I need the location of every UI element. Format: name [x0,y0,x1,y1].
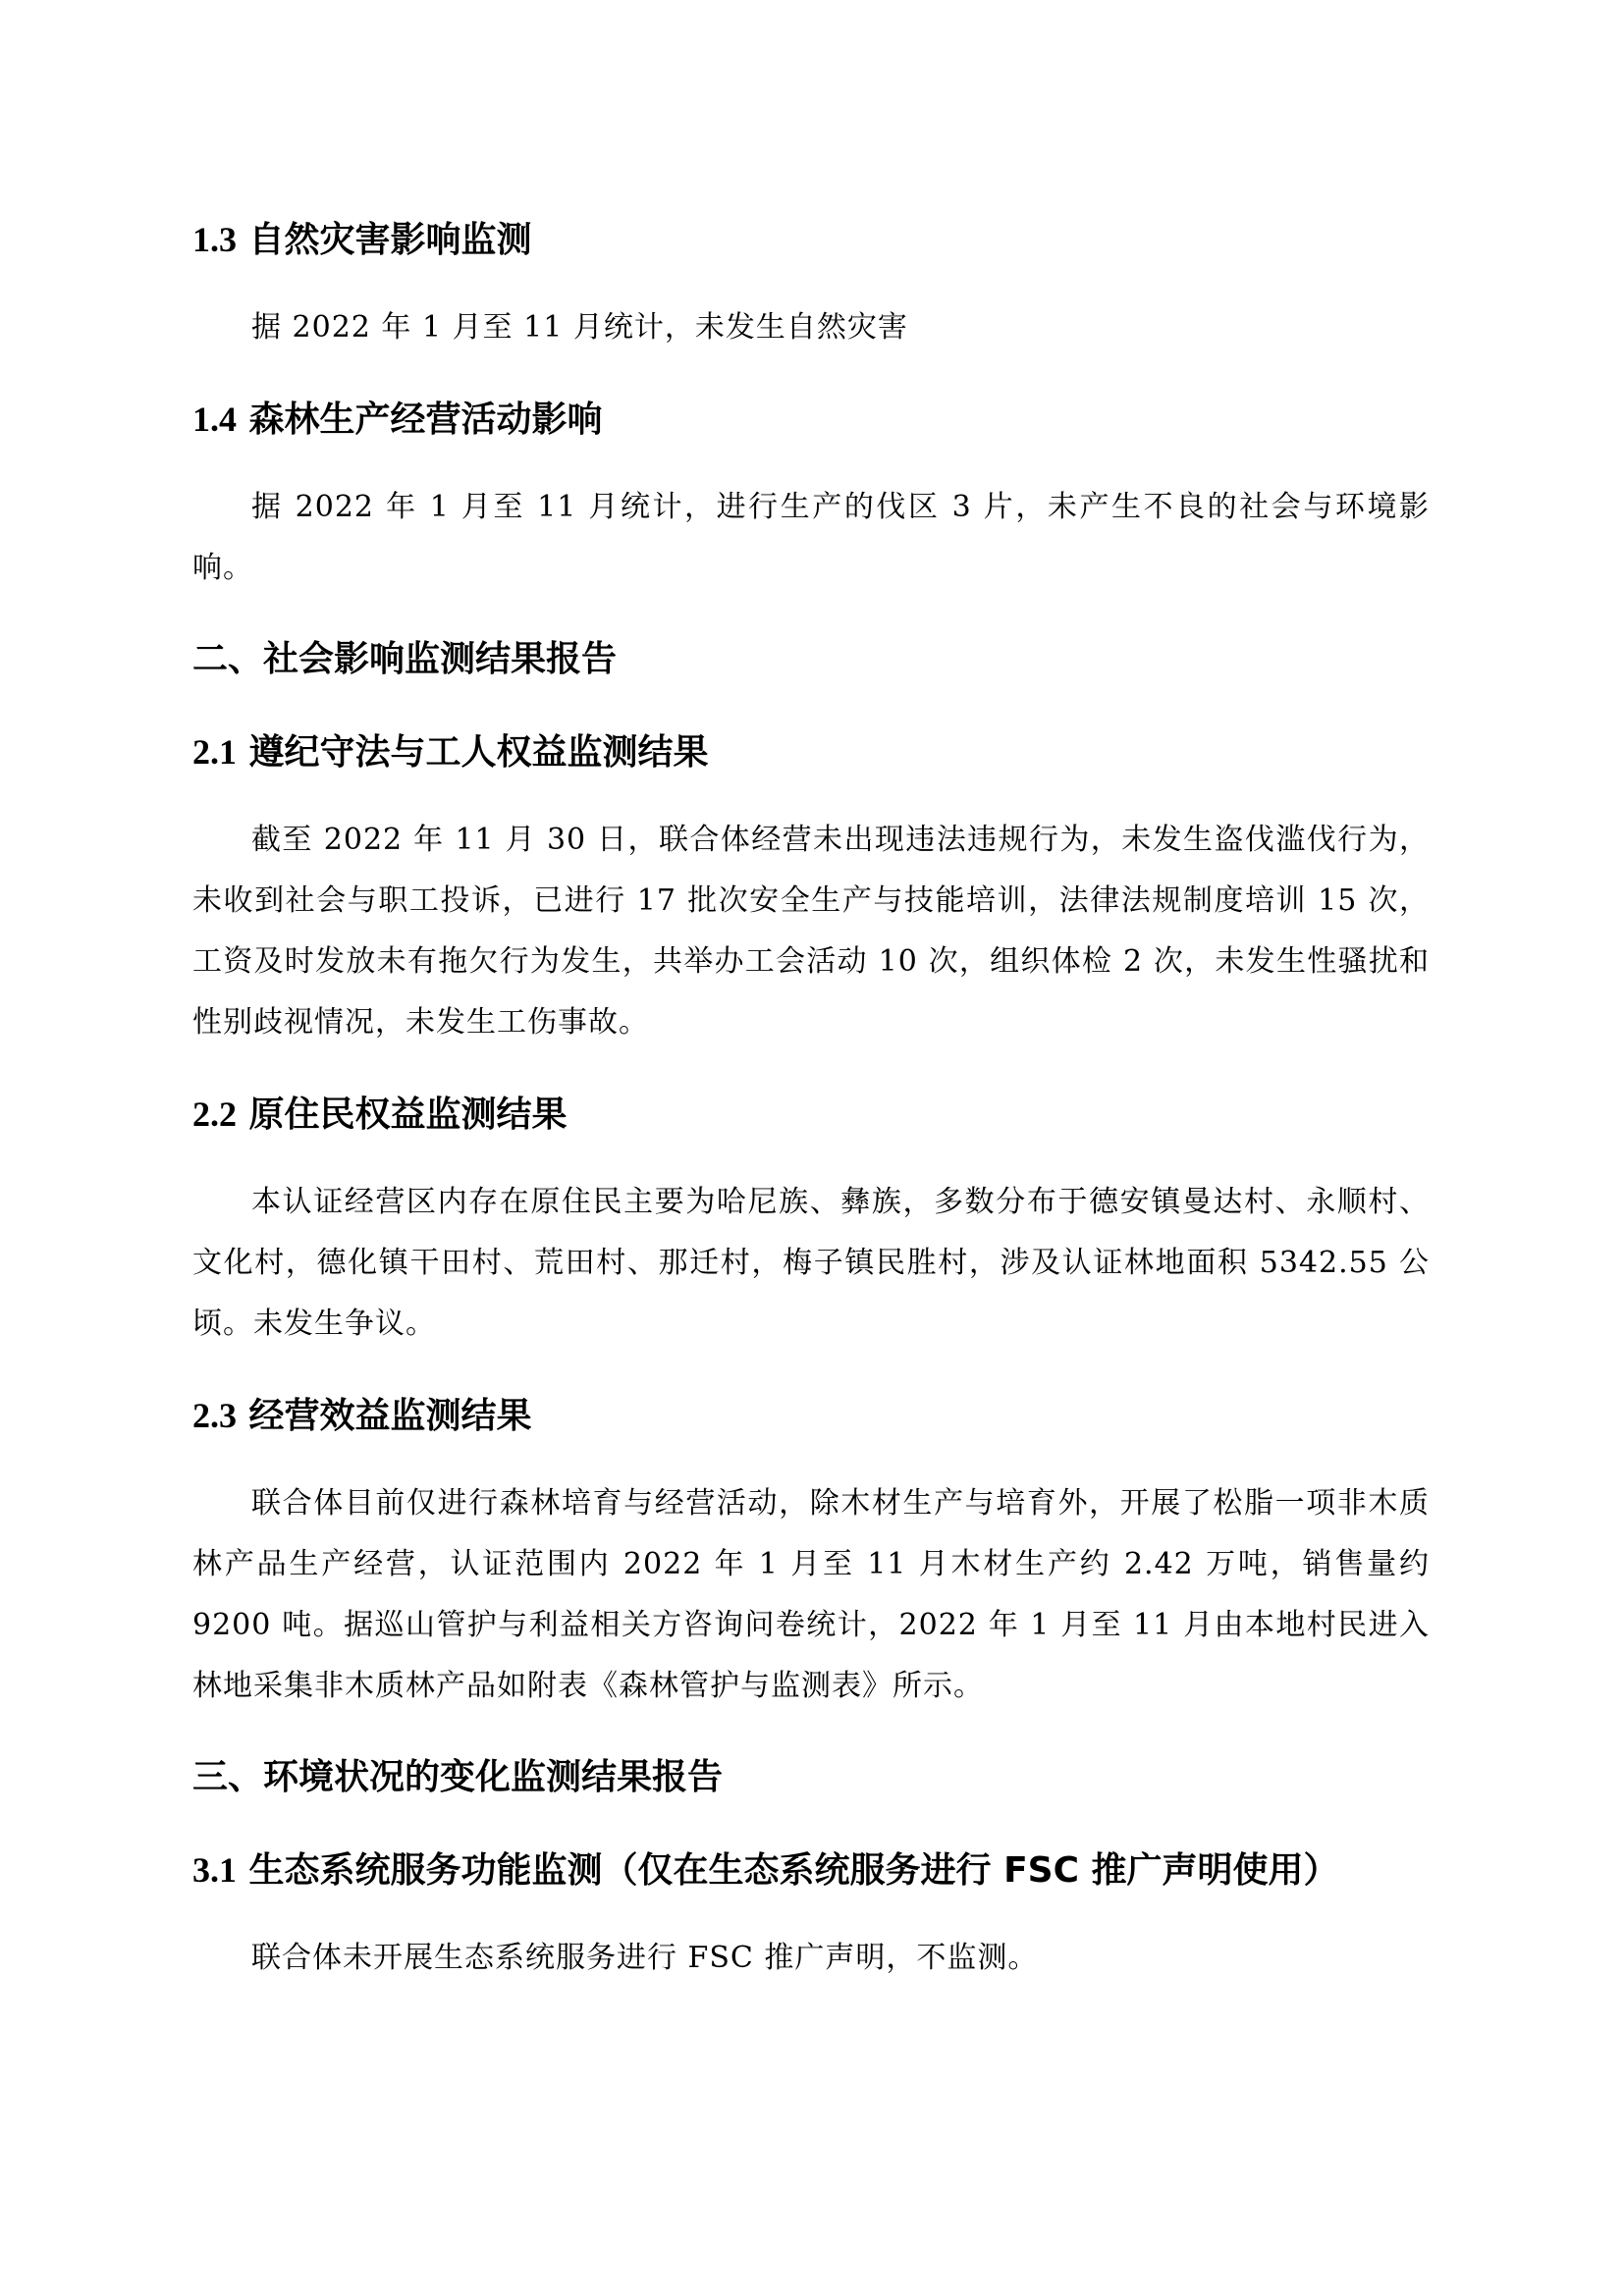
heading-3-1 [192,1839,1430,1902]
document-content [192,208,1430,1989]
heading-number: 2.2 [192,1095,237,1134]
heading-number: 2.3 [192,1396,237,1435]
paragraph-2-1: 截至 2022 年 11 月 30 日，联合体经营未出现违法违规行为，未发生盗伐滥伐行为，未收到社会与职工投诉，已进行 17 批次安全生产与技能培训，法律法规制度培训 15 次，工资及时发放未有拖欠行为发生，共举办工会活动 10 次，组织体检 2 次，未发生性骚扰和性别歧视情况，未发生工伤事故。 [192,823,1430,1040]
heading-1-4 [192,388,1430,452]
heading-2-3 [192,1384,1430,1448]
paragraph-3-1: 联合体未开展生态系统服务进行 FSC 推广声明，不监测。 [251,1941,1039,1975]
heading-number: 2.1 [192,732,237,772]
heading-number: 1.4 [192,400,237,439]
part-heading-2: 二、社会影响监测结果报告 [192,639,618,679]
paragraph-2-3: 联合体目前仅进行森林培育与经营活动，除木材生产与培育外，开展了松脂一项非木质林产品生产经营，认证范围内 2022 年 1 月至 11 月木材生产约 2.42 万吨，销售量约 9200 吨。据巡山管护与利益相关方咨询问卷统计，2022 年 1 月至 11 月由本地村民进入林地采集非木质林产品如附表《森林管护与监测表》所示。 [192,1486,1430,1703]
heading-number: 1.3 [192,220,237,259]
heading-title: 森林生产经营活动影响 [248,400,603,440]
heading-title: 生态系统服务功能监测（仅在生态系统服务进行 FSC 推广声明使用） [248,1850,1339,1891]
heading-title: 经营效益监测结果 [248,1396,532,1436]
paragraph-1-4: 据 2022 年 1 月至 11 月统计，进行生产的伐区 3 片，未产生不良的社会与环境影响。 [192,490,1430,585]
heading-title: 遵纪守法与工人权益监测结果 [248,732,709,773]
paragraph-2-2: 本认证经营区内存在原住民主要为哈尼族、彝族，多数分布于德安镇曼达村、永顺村、文化村，德化镇干田村、荒田村、那迁村，梅子镇民胜村，涉及认证林地面积 5342.55 公顷。未发生争议。 [192,1185,1430,1341]
heading-2-2 [192,1083,1430,1147]
heading-title: 原住民权益监测结果 [248,1095,568,1135]
heading-1-3 [192,208,1430,272]
heading-title: 自然灾害影响监测 [248,220,532,260]
heading-number: 3.1 [192,1850,237,1890]
part-heading-3: 三、环境状况的变化监测结果报告 [192,1757,724,1797]
heading-2-1 [192,721,1430,784]
paragraph-1-3: 据 2022 年 1 月至 11 月统计，未发生自然灾害 [251,310,908,345]
